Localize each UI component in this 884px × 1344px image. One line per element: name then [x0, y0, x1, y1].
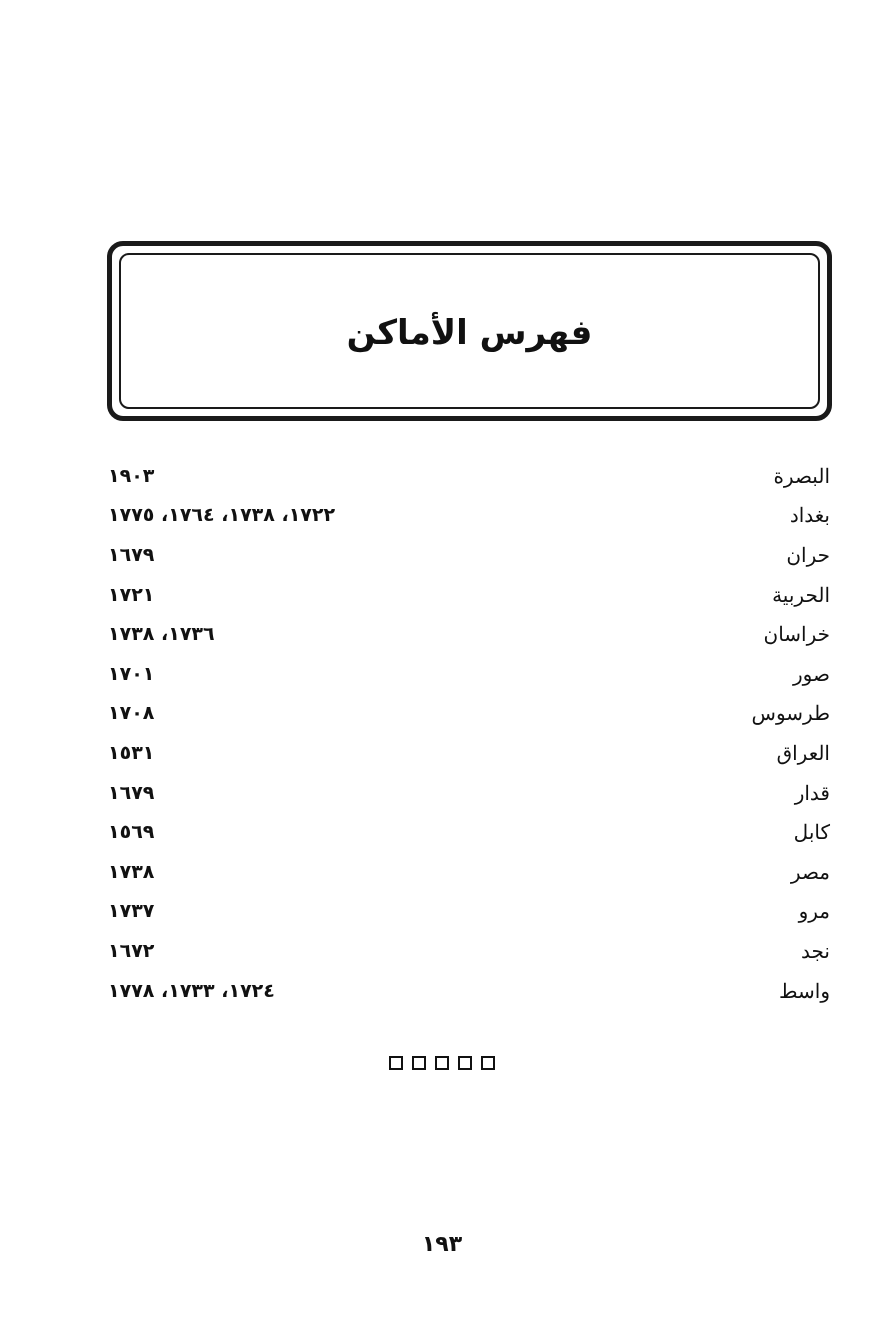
square-ornament-icon	[458, 1056, 472, 1070]
index-row-place: نجد	[801, 938, 830, 963]
index-row-place: العراق	[776, 740, 830, 765]
index-row-pages: ١٦٧٩	[108, 781, 155, 804]
index-row-pages: ١٧٢٤، ١٧٣٣، ١٧٧٨	[108, 979, 275, 1002]
index-row-place: طرسوس	[751, 701, 830, 726]
square-ornament-icon	[481, 1056, 495, 1070]
index-row	[108, 773, 830, 813]
index-row-place: حران	[786, 542, 830, 567]
index-row	[108, 852, 830, 892]
index-row	[108, 971, 830, 1011]
index-row-pages: ١٥٦٩	[108, 821, 155, 844]
index-row-pages: ١٧٣٧	[108, 900, 155, 923]
page-number: ١٩٣	[421, 1232, 463, 1257]
index-row	[108, 931, 830, 971]
index-row	[108, 614, 830, 654]
index-row-pages: ١٦٧٢	[108, 939, 155, 962]
index-row-pages: ١٧٣٦، ١٧٣٨	[108, 623, 215, 646]
index-row	[108, 892, 830, 932]
page-title: فهرس الأماكن	[346, 313, 593, 353]
index-row-pages: ١٧٢١	[108, 583, 155, 606]
index-row-pages: ١٧٠١	[108, 662, 155, 685]
index-row	[108, 496, 830, 536]
index-row	[108, 654, 830, 694]
index-row	[108, 694, 830, 734]
section-end-marks	[0, 1056, 884, 1070]
index-row-pages: ١٧٠٨	[108, 702, 155, 725]
index-row	[108, 456, 830, 496]
index-row-place: كابل	[793, 820, 830, 845]
square-ornament-icon	[389, 1056, 403, 1070]
index-row	[108, 535, 830, 575]
square-ornament-icon	[412, 1056, 426, 1070]
title-frame-inner	[119, 253, 820, 409]
index-row-place: مرو	[798, 899, 830, 924]
index-row-place: صور	[793, 661, 830, 686]
index-row-pages: ١٦٧٩	[108, 543, 155, 566]
places-index-list	[108, 456, 830, 1010]
index-row-place: مصر	[790, 859, 830, 884]
index-row	[108, 812, 830, 852]
index-row-place: خراسان	[763, 622, 830, 647]
index-row-place: واسط	[779, 978, 830, 1003]
index-row	[108, 575, 830, 615]
square-ornament-icon	[435, 1056, 449, 1070]
index-row-place: البصرة	[773, 463, 830, 488]
index-row-place: الحربية	[772, 582, 830, 607]
index-row-pages: ١٧٢٢، ١٧٣٨، ١٧٦٤، ١٧٧٥	[108, 504, 336, 527]
index-row-place: بغداد	[789, 503, 830, 528]
index-row-pages: ١٩٠٣	[108, 464, 155, 487]
index-row	[108, 733, 830, 773]
title-frame	[107, 241, 832, 421]
index-row-place: قدار	[794, 780, 830, 805]
index-row-pages: ١٥٣١	[108, 741, 155, 764]
index-row-pages: ١٧٣٨	[108, 860, 155, 883]
